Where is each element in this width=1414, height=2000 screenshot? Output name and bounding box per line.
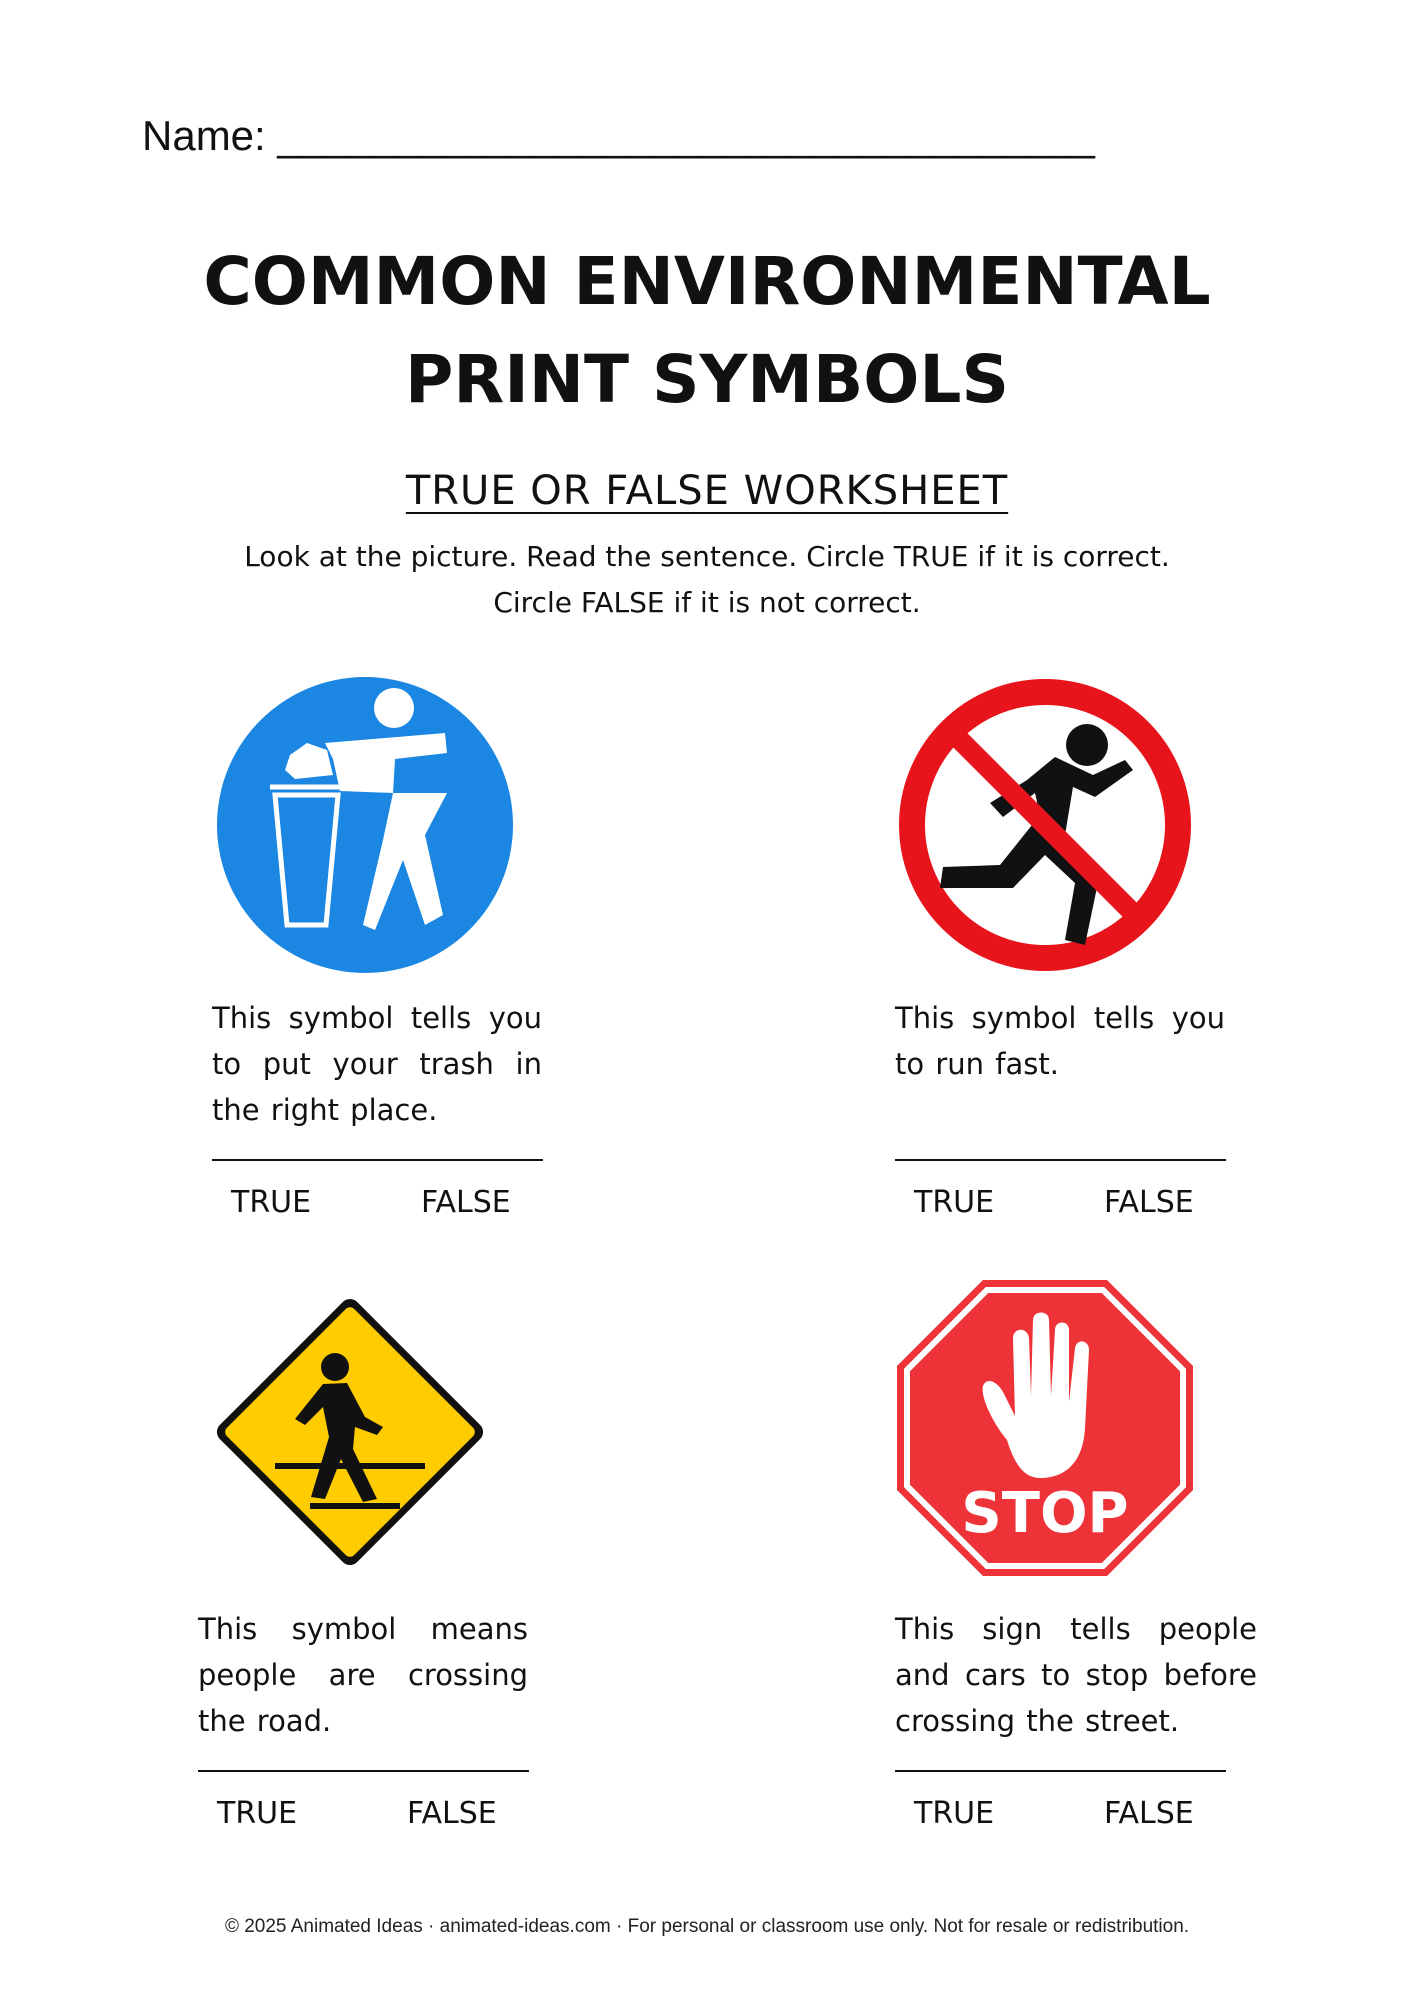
stop-sign-text: STOP <box>961 1481 1129 1546</box>
question-2-answer-line <box>895 1159 1226 1161</box>
name-field[interactable]: Name: ___________________________________ <box>142 112 1095 159</box>
question-4-sentence: This sign tells people and cars to stop before crossing the street. <box>895 1612 1257 1738</box>
question-1-sentence: This symbol tells you to put your trash in the right place. <box>212 1001 542 1127</box>
question-3-true-option[interactable]: TRUE <box>217 1796 298 1831</box>
instructions-line-2: Circle FALSE if it is not correct. <box>493 586 921 619</box>
page-title-line-2: PRINT SYMBOLS <box>405 341 1009 418</box>
no-running-icon <box>895 675 1195 975</box>
instructions-line-1: Look at the picture. Read the sentence. Circle TRUE if it is correct. <box>244 540 1170 573</box>
question-4-true-option[interactable]: TRUE <box>914 1796 995 1831</box>
question-3-image <box>205 1287 495 1577</box>
question-2-true-option[interactable]: TRUE <box>914 1185 995 1220</box>
footer-copyright: © 2025 Animated Ideas · animated-ideas.com · For personal or classroom use only. Not for resale or redistribution. <box>224 1916 1190 1937</box>
worksheet-subtitle: TRUE OR FALSE WORKSHEET <box>405 468 1009 514</box>
question-4-false-option[interactable]: FALSE <box>1104 1796 1194 1831</box>
question-4-answer-line <box>895 1770 1226 1772</box>
question-3-answer-line <box>198 1770 529 1772</box>
question-3-false-option[interactable]: FALSE <box>407 1796 497 1831</box>
question-1-true-option[interactable]: TRUE <box>231 1185 312 1220</box>
pedestrian-crossing-icon <box>205 1287 495 1577</box>
question-1-false-option[interactable]: FALSE <box>421 1185 511 1220</box>
trash-disposal-icon <box>215 675 515 975</box>
question-2-false-option[interactable]: FALSE <box>1104 1185 1194 1220</box>
question-1-image <box>215 675 515 975</box>
question-2-image <box>895 675 1195 975</box>
page-title-line-1: COMMON ENVIRONMENTAL <box>203 243 1211 320</box>
question-1-answer-line <box>212 1159 543 1161</box>
question-4-image <box>895 1278 1195 1578</box>
page-title <box>0 233 1414 429</box>
question-3-sentence: This symbol means people are crossing the road. <box>198 1612 528 1738</box>
question-2-sentence: This symbol tells you to run fast. <box>895 1001 1225 1081</box>
